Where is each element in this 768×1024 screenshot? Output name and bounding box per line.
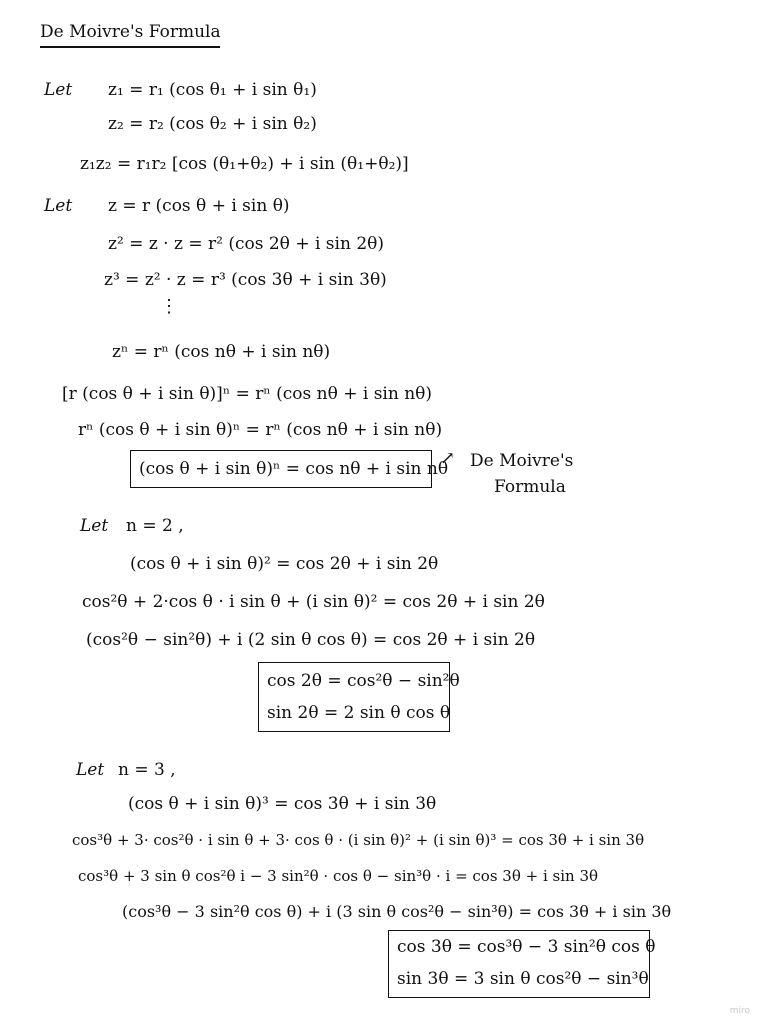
cos3-identity: cos 3θ = cos³θ − 3 sin²θ cos θ [397,937,656,957]
n3-result-box [388,930,656,998]
n3-line-2: cos³θ + 3· cos²θ · i sin θ + 3· cos θ · (i sin θ)² + (i sin θ)³ = cos 3θ + i sin 3θ [72,831,645,849]
n3-line-3: cos³θ + 3 sin θ cos²θ i − 3 sin²θ · cos θ − sin³θ · i = cos 3θ + i sin 3θ [78,867,599,885]
sin3-identity: sin 3θ = 3 sin θ cos²θ − sin³θ [397,969,649,989]
z-n: zⁿ = rⁿ (cos nθ + i sin nθ) [112,342,331,362]
let-label-2: Let [44,196,73,216]
formula-note [470,448,573,500]
z-definition: z = r (cos θ + i sin θ) [108,196,290,216]
sin2-identity: sin 2θ = 2 sin θ cos θ [267,703,451,723]
formula-note-line2: Formula [494,477,566,497]
let-label-1: Let [44,80,73,100]
z1z2-product: z₁z₂ = r₁r₂ [cos (θ₁+θ₂) + i sin (θ₁+θ₂)] [80,154,409,174]
miro-watermark: miro [729,1006,750,1016]
z2-definition: z₂ = r₂ (cos θ₂ + i sin θ₂) [108,114,317,134]
cos2-identity: cos 2θ = cos²θ − sin²θ [267,671,460,691]
power-expression-2: rⁿ (cos θ + i sin θ)ⁿ = rⁿ (cos nθ + i sin nθ) [78,420,443,440]
page-title: De Moivre's Formula [40,22,221,42]
title-underline [40,46,220,48]
n2-line-1: (cos θ + i sin θ)² = cos 2θ + i sin 2θ [130,554,439,574]
n2-line-2: cos²θ + 2·cos θ · i sin θ + (i sin θ)² = cos 2θ + i sin 2θ [82,592,545,612]
n3-condition: n = 3 , [118,760,176,780]
de-moivre-formula: (cos θ + i sin θ)ⁿ = cos nθ + i sin nθ [139,459,449,479]
z-cubed: z³ = z² · z = r³ (cos 3θ + i sin 3θ) [104,270,387,290]
let-label-3: Let [80,516,109,536]
z1-definition: z₁ = r₁ (cos θ₁ + i sin θ₁) [108,80,317,100]
power-expression: [r (cos θ + i sin θ)]ⁿ = rⁿ (cos nθ + i sin nθ) [62,384,433,404]
n3-line-1: (cos θ + i sin θ)³ = cos 3θ + i sin 3θ [128,794,437,814]
de-moivre-formula-box [130,450,449,488]
ellipsis-dots: ⋮ [160,296,178,317]
n3-line-4: (cos³θ − 3 sin²θ cos θ) + i (3 sin θ cos²θ − sin³θ) = cos 3θ + i sin 3θ [122,902,672,921]
n2-line-3: (cos²θ − sin²θ) + i (2 sin θ cos θ) = cos 2θ + i sin 2θ [86,630,536,650]
n2-result-box [258,662,460,732]
z-squared: z² = z · z = r² (cos 2θ + i sin 2θ) [108,234,385,254]
arrow-icon: ↗ [440,448,456,469]
let-label-4: Let [76,760,105,780]
formula-note-line1: De Moivre's [470,451,574,471]
n2-condition: n = 2 , [126,516,184,536]
